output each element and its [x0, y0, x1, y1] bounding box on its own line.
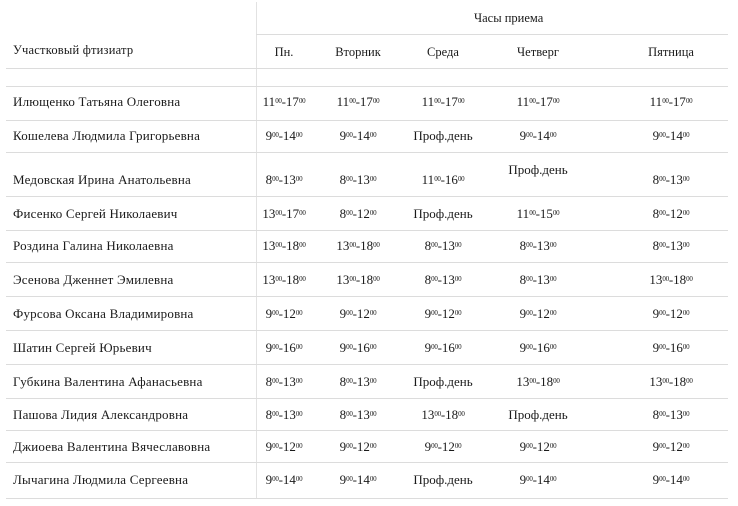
physician-name: Фисенко Сергей Николаевич: [13, 206, 178, 221]
physician-name: Лычагина Людмила Сергеевна: [13, 472, 189, 487]
hours-cell-thursday: $8^{00}-13^{00}$: [519, 238, 557, 253]
row-divider: [6, 152, 728, 153]
hours-cell-thursday: Проф.день: [508, 162, 568, 177]
day-header-monday: Пн.: [274, 45, 294, 59]
row-divider: [6, 398, 728, 399]
hours-cell-tuesday: $9^{00}-16^{00}$: [339, 340, 377, 355]
hours-cell-wednesday: $9^{00}-12^{00}$: [424, 306, 462, 321]
hours-cell-wednesday: $8^{00}-13^{00}$: [424, 238, 462, 253]
reception-hours-table: [6, 2, 732, 502]
hours-cell-wednesday: Проф.день: [413, 374, 473, 389]
hours-cell-friday: $9^{00}-12^{00}$: [652, 439, 690, 454]
row-divider: [6, 498, 728, 499]
hours-cell-wednesday: Проф.день: [413, 472, 473, 487]
hours-cell-friday: $13^{00}-18^{00}$: [649, 374, 693, 389]
hours-cell-thursday: $9^{00}-14^{00}$: [519, 472, 557, 487]
hours-cell-friday: $8^{00}-12^{00}$: [652, 206, 690, 221]
hours-cell-friday: $8^{00}-13^{00}$: [652, 238, 690, 253]
hours-cell-tuesday: $8^{00}-13^{00}$: [339, 374, 377, 389]
hours-cell-wednesday: $9^{00}-12^{00}$: [424, 439, 462, 454]
hours-cell-wednesday: $13^{00}-18^{00}$: [421, 407, 465, 422]
hours-cell-monday: $13^{00}-18^{00}$: [262, 238, 306, 253]
hours-cell-friday: $11^{00}-17^{00}$: [649, 94, 693, 109]
row-divider: [6, 120, 728, 121]
row-divider: [6, 230, 728, 231]
physician-name: Эсенова Дженнет Эмилевна: [13, 272, 174, 287]
hours-cell-friday: $9^{00}-14^{00}$: [652, 128, 690, 143]
physician-name: Фурсова Оксана Владимировна: [13, 306, 194, 321]
hours-cell-monday: $11^{00}-17^{00}$: [262, 94, 306, 109]
day-header-thursday: Четверг: [517, 45, 559, 59]
hours-cell-monday: $9^{00}-14^{00}$: [265, 472, 303, 487]
hours-cell-wednesday: $8^{00}-13^{00}$: [424, 272, 462, 287]
hours-cell-friday: $9^{00}-14^{00}$: [652, 472, 690, 487]
hours-cell-monday: $9^{00}-14^{00}$: [265, 128, 303, 143]
hours-cell-thursday: $9^{00}-12^{00}$: [519, 306, 557, 321]
hours-cell-thursday: $11^{00}-17^{00}$: [516, 94, 560, 109]
hours-cell-friday: $13^{00}-18^{00}$: [649, 272, 693, 287]
row-divider: [6, 364, 728, 365]
hours-cell-monday: $8^{00}-13^{00}$: [265, 172, 303, 187]
hours-cell-thursday: $13^{00}-18^{00}$: [516, 374, 560, 389]
hours-cell-tuesday: $8^{00}-13^{00}$: [339, 172, 377, 187]
hours-cell-friday: $8^{00}-13^{00}$: [652, 407, 690, 422]
hours-cell-tuesday: $9^{00}-14^{00}$: [339, 128, 377, 143]
header-divider: [256, 34, 728, 35]
physician-name: Илющенко Татьяна Олеговна: [13, 94, 181, 109]
hours-cell-tuesday: $9^{00}-12^{00}$: [339, 439, 377, 454]
row-divider: [6, 462, 728, 463]
header-bottom-line: [6, 68, 728, 69]
hours-group-header: Часы приема: [474, 11, 544, 25]
hours-cell-tuesday: $8^{00}-13^{00}$: [339, 407, 377, 422]
hours-cell-thursday: $11^{00}-15^{00}$: [516, 206, 560, 221]
physician-name: Медовская Ирина Анатольевна: [13, 172, 191, 187]
hours-cell-friday: $9^{00}-12^{00}$: [652, 306, 690, 321]
hours-cell-friday: $8^{00}-13^{00}$: [652, 172, 690, 187]
hours-cell-monday: $8^{00}-13^{00}$: [265, 407, 303, 422]
hours-cell-wednesday: $11^{00}-16^{00}$: [421, 172, 465, 187]
hours-cell-thursday: $9^{00}-12^{00}$: [519, 439, 557, 454]
hours-cell-thursday: $9^{00}-16^{00}$: [519, 340, 557, 355]
day-header-wednesday: Среда: [427, 45, 459, 59]
physician-name: Губкина Валентина Афанасьевна: [13, 374, 203, 389]
physician-name: Джиоева Валентина Вячеславовна: [13, 439, 211, 454]
hours-cell-wednesday: $9^{00}-16^{00}$: [424, 340, 462, 355]
physician-name: Кошелева Людмила Григорьевна: [13, 128, 201, 143]
physician-name: Роздина Галина Николаевна: [13, 238, 174, 253]
hours-cell-tuesday: $9^{00}-14^{00}$: [339, 472, 377, 487]
hours-cell-thursday: $8^{00}-13^{00}$: [519, 272, 557, 287]
day-header-tuesday: Вторник: [335, 45, 381, 59]
hours-cell-tuesday: $9^{00}-12^{00}$: [339, 306, 377, 321]
row-divider: [6, 196, 728, 197]
physician-name: Пашова Лидия Александровна: [13, 407, 189, 422]
hours-cell-monday: $13^{00}-17^{00}$: [262, 206, 306, 221]
hours-cell-wednesday: $11^{00}-17^{00}$: [421, 94, 465, 109]
hours-cell-tuesday: $11^{00}-17^{00}$: [336, 94, 380, 109]
hours-cell-monday: $9^{00}-12^{00}$: [265, 306, 303, 321]
hours-cell-tuesday: $13^{00}-18^{00}$: [336, 238, 380, 253]
hours-cell-monday: $9^{00}-16^{00}$: [265, 340, 303, 355]
hours-cell-tuesday: $13^{00}-18^{00}$: [336, 272, 380, 287]
row-divider: [6, 330, 728, 331]
row-divider: [6, 86, 728, 87]
hours-cell-monday: $9^{00}-12^{00}$: [265, 439, 303, 454]
hours-cell-monday: $13^{00}-18^{00}$: [262, 272, 306, 287]
hours-cell-friday: $9^{00}-16^{00}$: [652, 340, 690, 355]
day-header-friday: Пятница: [648, 45, 694, 59]
physician-column-header: Участковый фтизиатр: [13, 43, 134, 57]
hours-cell-monday: $8^{00}-13^{00}$: [265, 374, 303, 389]
hours-cell-thursday: Проф.день: [508, 407, 568, 422]
row-divider: [6, 430, 728, 431]
hours-cell-wednesday: Проф.день: [413, 128, 473, 143]
hours-cell-wednesday: Проф.день: [413, 206, 473, 221]
physician-name: Шатин Сергей Юрьевич: [13, 340, 152, 355]
row-divider: [6, 262, 728, 263]
column-divider: [256, 2, 257, 498]
hours-cell-tuesday: $8^{00}-12^{00}$: [339, 206, 377, 221]
hours-cell-thursday: $9^{00}-14^{00}$: [519, 128, 557, 143]
row-divider: [6, 296, 728, 297]
